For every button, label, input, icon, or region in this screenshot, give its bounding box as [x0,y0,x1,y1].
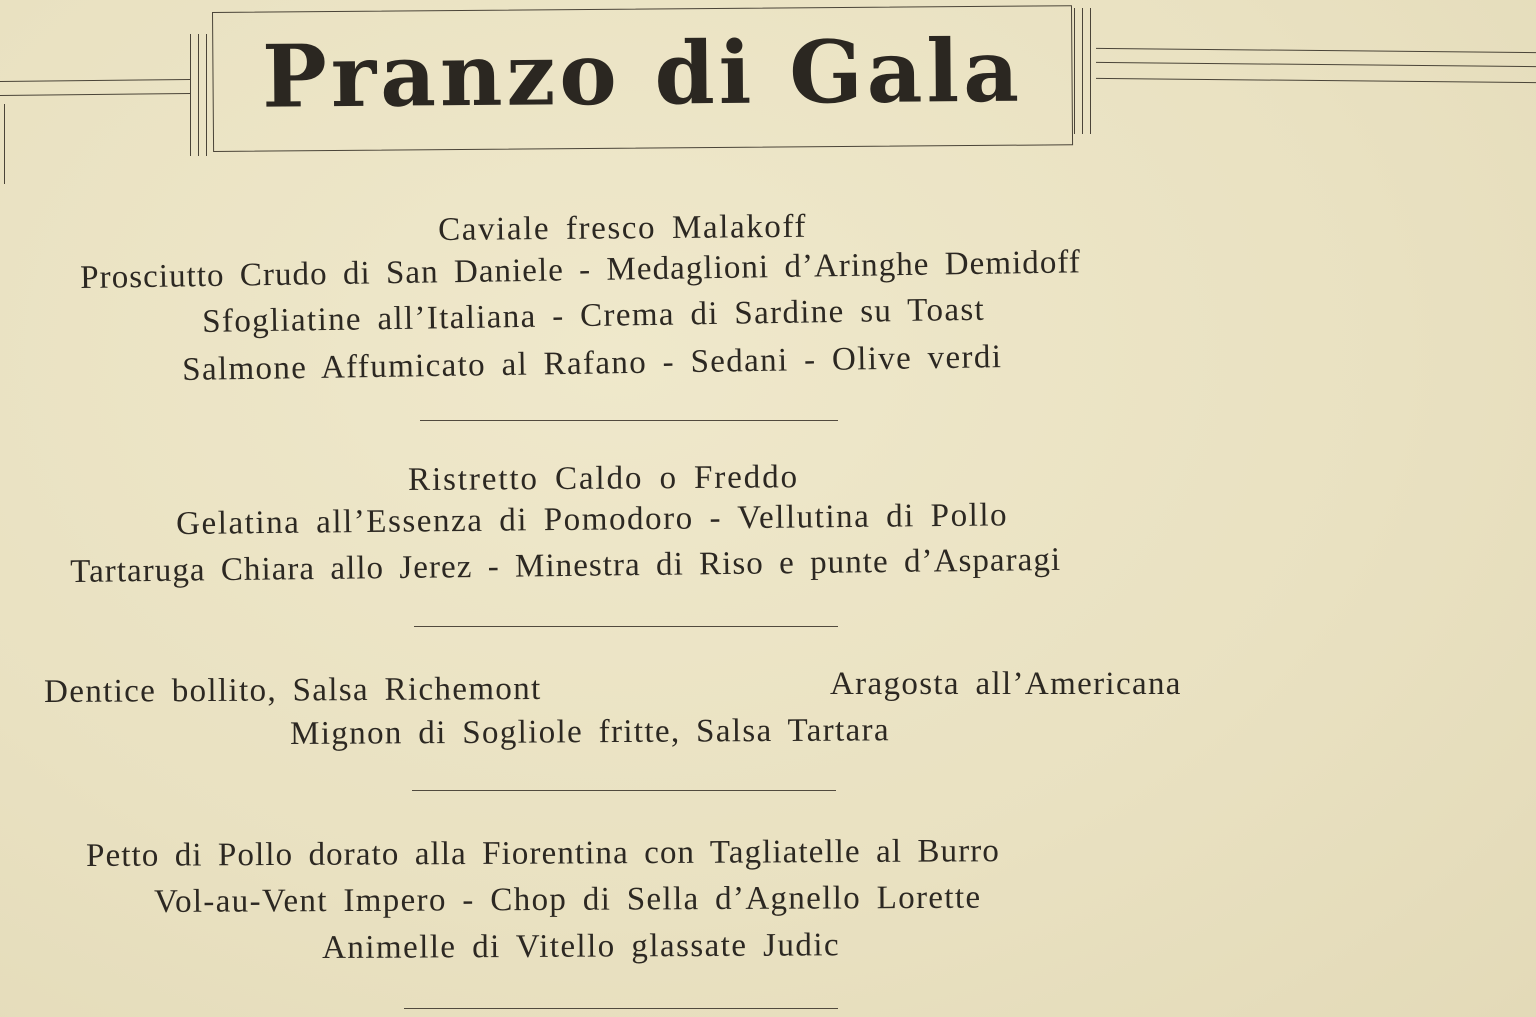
separator-3 [412,790,836,791]
menu-line-antipasti-4: Salmone Affumicato al Rafano - Sedani - Olive verdi [181,339,1003,388]
right-ornament-bar-3 [1090,8,1091,134]
menu-title: Pranzo di Gala [261,20,1024,128]
menu-line-antipasti-3: Sfogliatine all’Italiana - Crema di Sardine su Toast [201,291,986,340]
menu-line-pesce-3: Mignon di Sogliole fritte, Salsa Tartara [289,712,891,752]
right-ornament-rule-2 [1096,62,1536,67]
menu-line-carni-2: Vol-au-Vent Impero - Chop di Sella d’Agnello Lorette [153,879,982,920]
menu-line-carni-3: Animelle di Vitello glassate Judic [321,927,841,966]
left-ornament-bar-1 [190,34,191,156]
left-ornament-rule-bottom [0,93,190,96]
title-frame [212,5,1073,152]
right-ornament-bar-1 [1074,8,1075,134]
right-ornament-bar-2 [1082,8,1083,134]
left-ornament-bar-3 [206,34,207,156]
menu-line-minestre-2: Gelatina all’Essenza di Pomodoro - Vellutina di Pollo [175,497,1009,542]
menu-line-antipasti-1: Caviale fresco Malakoff [437,208,808,248]
menu-line-pesce-2: Aragosta all’Americana [830,666,1182,702]
menu-line-pesce-1: Dentice bollito, Salsa Richemont [43,670,542,710]
left-ornament-bar-2 [198,34,199,156]
right-ornament-rule-1 [1096,48,1536,53]
menu-line-antipasti-2: Prosciutto Crudo di San Daniele - Medaglioni d’Aringhe Demidoff [79,244,1082,296]
left-ornament-rule-top [0,79,190,82]
menu-line-minestre-1: Ristretto Caldo o Freddo [407,459,800,498]
menu-line-carni-1: Petto di Pollo dorato alla Fiorentina con Tagliatelle al Burro [85,833,1001,874]
separator-2 [414,626,838,627]
page-edge-line [4,104,5,184]
separator-1 [420,420,838,421]
right-ornament-rule-3 [1096,78,1536,83]
menu-line-minestre-3: Tartaruga Chiara allo Jerez - Minestra di Riso e punte d’Asparagi [69,541,1062,590]
separator-4 [404,1008,838,1009]
